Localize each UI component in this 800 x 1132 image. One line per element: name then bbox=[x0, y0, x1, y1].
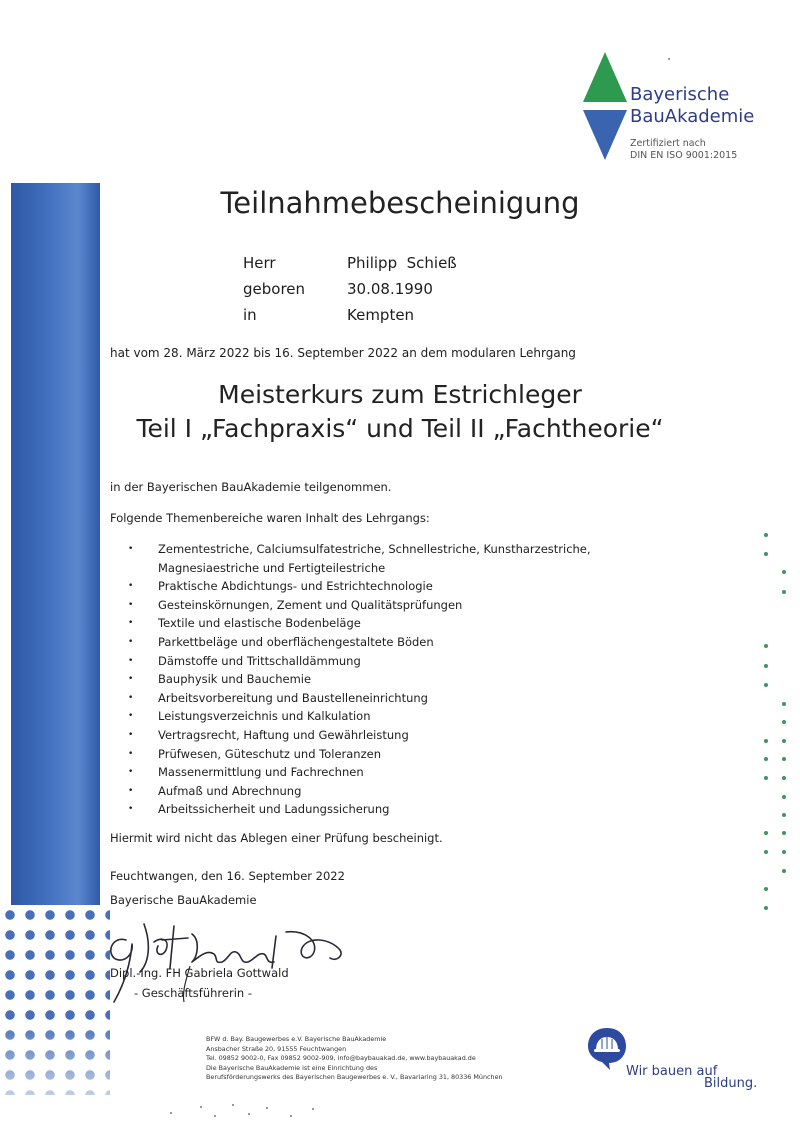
topic-text: Gesteinskörnungen, Zement und Qualitätsprüfungen bbox=[158, 597, 463, 612]
footer-line: Ansbacher Straße 20, 91555 Feuchtwangen bbox=[206, 1044, 347, 1053]
left-blue-band bbox=[11, 183, 100, 905]
footer-line: BFW d. Bay. Baugewerbes e.V. Bayerische BauAkademie bbox=[206, 1035, 387, 1043]
topic-item bbox=[128, 614, 688, 633]
born-label: geboren bbox=[243, 280, 306, 298]
bullet-icon: • bbox=[128, 729, 134, 740]
topic-item bbox=[128, 652, 688, 671]
topic-text: Arbeitsvorbereitung und Baustelleneinrichtung bbox=[158, 690, 428, 705]
bullet-icon: • bbox=[128, 804, 134, 815]
signer-role: - Geschäftsführerin - bbox=[134, 986, 252, 1000]
footer-line: Berufsförderungswerks des Bayerischen Baugewerbes e. V., Bavariaring 31, 80336 München bbox=[206, 1073, 503, 1082]
topic-text: Vertragsrecht, Haftung und Gewährleistung bbox=[158, 727, 409, 742]
bullet-icon: • bbox=[128, 785, 134, 796]
course-title-line1: Meisterkurs zum Estrichleger bbox=[218, 380, 582, 409]
course-title bbox=[0, 378, 800, 446]
topic-text: Leistungsverzeichnis und Kalkulation bbox=[158, 709, 371, 724]
topic-text: Parkettbeläge und oberflächengestaltete Böden bbox=[158, 634, 434, 649]
topic-text: Bauphysik und Bauchemie bbox=[158, 672, 312, 687]
place-label: in bbox=[243, 306, 257, 324]
topic-item bbox=[128, 782, 688, 801]
topic-item bbox=[128, 670, 688, 689]
topic-text: Praktische Abdichtungs- und Estrichtechnologie bbox=[158, 579, 433, 594]
topic-item bbox=[128, 707, 688, 726]
bullet-icon: • bbox=[128, 581, 134, 592]
bullet-icon: • bbox=[128, 636, 134, 647]
bullet-icon: • bbox=[128, 692, 134, 703]
topic-text: Aufmaß und Abrechnung bbox=[158, 783, 302, 798]
logo-cert-line2: DIN EN ISO 9001:2015 bbox=[630, 150, 738, 161]
person-name: Philipp Schieß bbox=[347, 254, 457, 272]
bullet-icon: • bbox=[128, 748, 134, 759]
topic-item bbox=[128, 763, 688, 782]
footer-address bbox=[206, 1035, 503, 1083]
topic-text: Massenermittlung und Fachrechnen bbox=[158, 765, 364, 780]
bullet-icon: • bbox=[128, 544, 134, 554]
bullet-icon: • bbox=[128, 767, 134, 778]
logo-name bbox=[630, 84, 754, 128]
topic-item bbox=[128, 633, 688, 652]
footer-line: Die Bayerische BauAkademie ist eine Einrichtung des bbox=[206, 1063, 378, 1072]
birth-date-row bbox=[243, 276, 457, 302]
slogan-line1: Wir bauen auf bbox=[626, 1064, 718, 1079]
birth-date: 30.08.1990 bbox=[347, 280, 433, 298]
logo-cert-line1: Zertifiziert nach bbox=[630, 138, 706, 149]
topic-text: Dämstoffe und Trittschalldämmung bbox=[158, 653, 361, 668]
topic-item bbox=[128, 745, 688, 764]
place-date: Feuchtwangen, den 16. September 2022 bbox=[110, 869, 345, 883]
topic-text: Prüfwesen, Güteschutz und Toleranzen bbox=[158, 746, 381, 761]
topic-item bbox=[128, 800, 688, 819]
logo-certification bbox=[630, 138, 737, 162]
footer-line: Tel. 09852 9002-0, Fax 09852 9002-909, info@baybauakad.de, www.baybauakad.de bbox=[206, 1054, 476, 1063]
bullet-icon: • bbox=[128, 655, 134, 666]
exam-note: Hiermit wird nicht das Ablegen einer Prüfung bescheinigt. bbox=[110, 831, 443, 845]
issuer-name: Bayerische BauAkademie bbox=[110, 893, 257, 907]
document-title: Teilnahmebescheinigung bbox=[220, 186, 580, 220]
topic-item bbox=[128, 726, 688, 745]
helmet-speech-bubble-icon bbox=[586, 1026, 628, 1072]
course-title-line2: Teil I „Fachpraxis“ und Teil II „Fachtheorie“ bbox=[136, 414, 664, 443]
topic-item bbox=[128, 689, 688, 708]
signer-name: Dipl.-Ing. FH Gabriela Gottwald bbox=[110, 966, 289, 980]
birth-place: Kempten bbox=[347, 306, 415, 324]
band-dot-pattern bbox=[0, 905, 110, 1095]
topic-text: Arbeitssicherheit und Ladungssicherung bbox=[158, 802, 390, 817]
topic-text: Textile und elastische Bodenbeläge bbox=[158, 616, 361, 631]
topic-item bbox=[128, 577, 688, 596]
participation-text: in der Bayerischen BauAkademie teilgenommen. bbox=[110, 480, 392, 494]
bullet-icon: • bbox=[128, 674, 134, 685]
logo-name-line2: BauAkademie bbox=[630, 106, 755, 127]
bullet-icon: • bbox=[128, 599, 134, 610]
slogan-line2: Bildung. bbox=[704, 1076, 758, 1091]
intro-text: hat vom 28. März 2022 bis 16. September 2022 an dem modularen Lehrgang bbox=[110, 346, 576, 360]
bullet-icon: • bbox=[128, 711, 134, 722]
topics-list bbox=[128, 540, 688, 819]
salutation-label: Herr bbox=[243, 254, 276, 272]
salutation-row bbox=[243, 250, 457, 276]
topic-text: Zementestriche, Calciumsulfatestriche, Schnellestriche, Kunstharzestriche, Magnesiaestriche und Fertigteilestriche bbox=[158, 542, 591, 575]
birth-place-row bbox=[243, 302, 457, 328]
topic-item bbox=[128, 596, 688, 615]
bullet-icon: • bbox=[128, 618, 134, 629]
topic-item bbox=[128, 540, 688, 577]
personal-details bbox=[243, 250, 457, 328]
topics-heading: Folgende Themenbereiche waren Inhalt des Lehrgangs: bbox=[110, 511, 430, 525]
logo-triangles-icon bbox=[583, 52, 627, 160]
logo-name-line1: Bayerische bbox=[630, 84, 730, 105]
